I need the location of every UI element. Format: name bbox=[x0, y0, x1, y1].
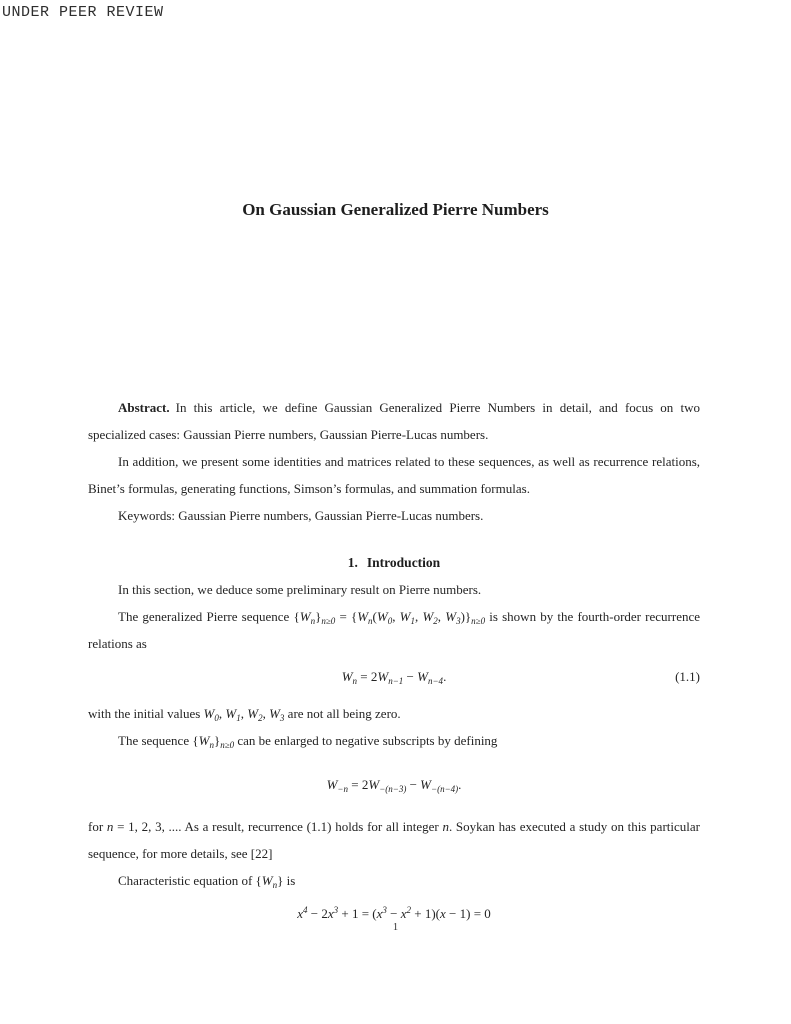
equation-1-1 bbox=[88, 663, 700, 690]
equation-1-1-formula: $W_n = 2W_{n-1} - W_{n-4}$. bbox=[341, 669, 447, 686]
intro-paragraph-1: In this section, we deduce some preliminary result on Pierre numbers. bbox=[118, 582, 482, 597]
abstract-body-text: In this article, we define Gaussian Generalized Pierre Numbers in detail, and focus on two specialized cases: Gaussian Pierre numbers, Gaussian Pierre-Lucas numbers. bbox=[88, 400, 700, 442]
section-heading bbox=[88, 549, 700, 576]
abstract-paragraph bbox=[88, 394, 700, 448]
section-title: Introduction bbox=[366, 555, 441, 570]
for-n-paragraph: for n = 1, 2, 3, .... As a result, recurrence (1.1) holds for all integer n. Soykan has executed a study on this particular sequence, for more details, see [22] bbox=[88, 819, 700, 861]
characteristic-equation-paragraph: Characteristic equation of $\{W_n\}$ is bbox=[118, 873, 296, 890]
negative-subscripts-paragraph: The sequence $\{W_n\}_{n\ge 0}$ can be enlarged to negative subscripts by defining bbox=[118, 733, 498, 750]
abstract-paragraph-2: In addition, we present some identities and matrices related to these sequences, as well as recurrence relations, Binet’s formulas, generating functions, Simson’s formulas, and summation formulas. bbox=[88, 454, 700, 496]
paper-title: On Gaussian Generalized Pierre Numbers bbox=[242, 200, 549, 219]
equation-1-1-label: (1.1) bbox=[675, 669, 700, 684]
section-number: 1. bbox=[347, 555, 358, 570]
intro-paragraph-2: The generalized Pierre sequence $\{W_n\}_{n\ge 0} = \{W_n(W_0$, $W_1$, $W_2$, $W_3)\}_{n\ge 0}$ is shown by the fourth-order recurrence relations as bbox=[88, 609, 701, 651]
page-number: 1 bbox=[392, 922, 399, 933]
characteristic-equation-formula: $x^4 - 2x^3 + 1 = (x^3 - x^2 + 1)(x - 1) = 0$ bbox=[297, 905, 491, 921]
equation-negative-n-formula: $W_{-n} = 2W_{-(n-3)} - W_{-(n-4)}$. bbox=[326, 777, 462, 794]
peer-review-banner: UNDER PEER REVIEW bbox=[2, 4, 164, 21]
paper-body bbox=[88, 394, 700, 927]
abstract-label: Abstract. bbox=[118, 400, 170, 415]
keywords-line: Keywords: Gaussian Pierre numbers, Gaussian Pierre-Lucas numbers. bbox=[118, 508, 484, 523]
initial-values-paragraph: with the initial values $W_0$, $W_1$, $W_2$, $W_3$ are not all being zero. bbox=[88, 706, 401, 723]
equation-negative-n bbox=[88, 771, 700, 798]
